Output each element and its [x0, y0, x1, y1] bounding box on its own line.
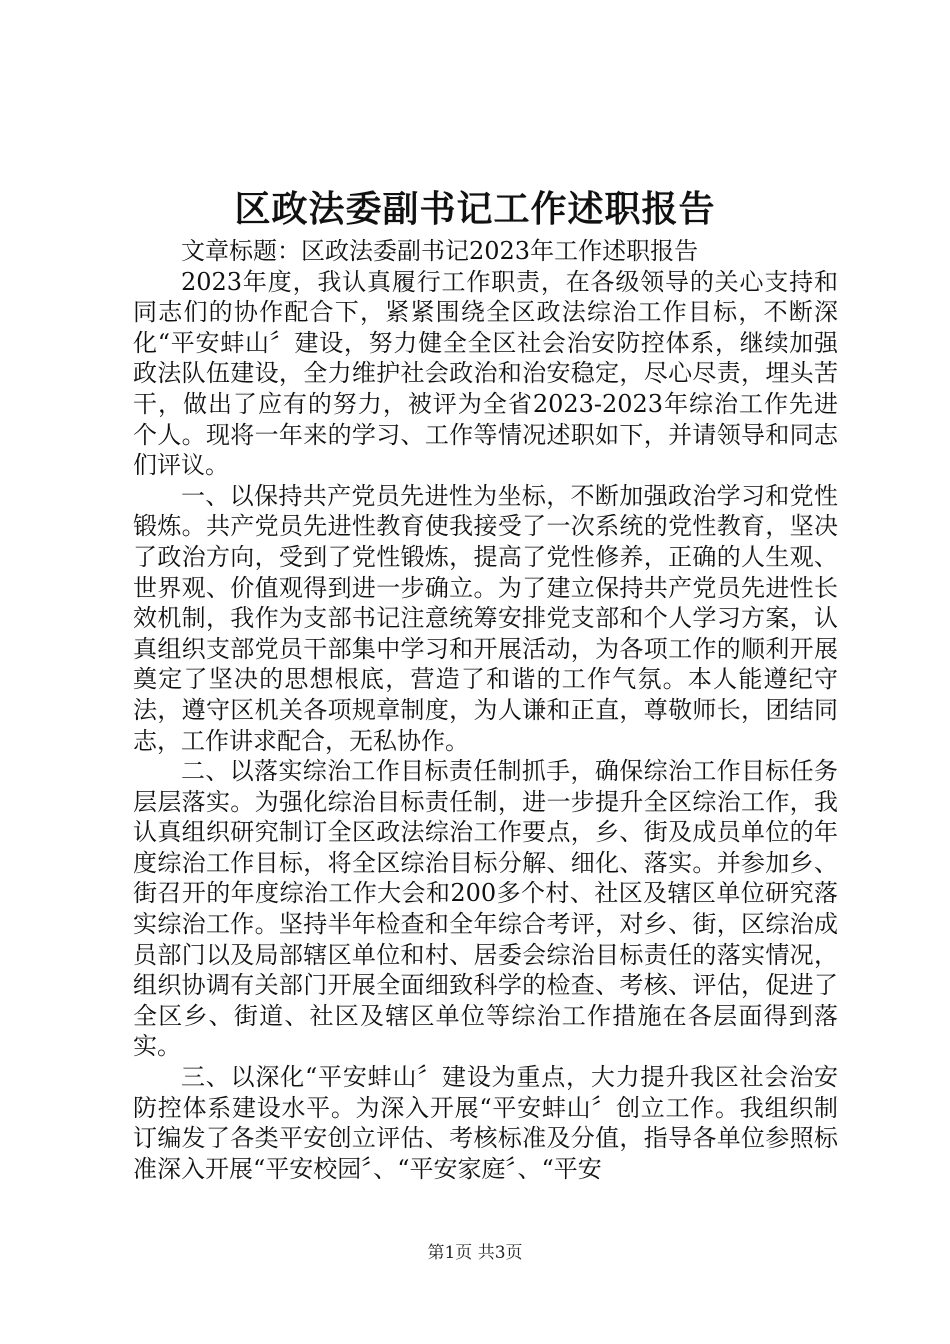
document-body	[133, 236, 838, 1184]
body-paragraph-section-2: 二、以落实综治工作目标责任制抓手，确保综治工作目标任务层层落实。为强化综治目标责任制，进一步提升全区综治工作，我认真组织研究制订全区政法综治工作要点，乡、街及成员单位的年度综治工作目标，将全区综治目标分解、细化、落实。并参加乡、街召开的年度综治工作大会和200多个村、社区及辖区单位研究落实综治工作。坚持半年检查和全年综合考评，对乡、街，区综治成员部门以及局部辖区单位和村、居委会综治目标责任的落实情况，组织协调有关部门开展全面细致科学的检查、考核、评估，促进了全区乡、街道、社区及辖区单位等综治工作措施在各层面得到落实。	[133, 757, 838, 1061]
page-number-footer: 第1页 共3页	[427, 1243, 523, 1263]
body-paragraph-section-3: 三、以深化“平安蚌山〞建设为重点，大力提升我区社会治安防控体系建设水平。为深入开展“平安蚌山〞创立工作。我组织制订编发了各类平安创立评估、考核标准及分值，指导各单位参照标准深入开展“平安校园〞、“平安家庭〞、“平安	[133, 1063, 838, 1183]
body-paragraph-section-1: 一、以保持共产党员先进性为坐标，不断加强政治学习和党性锻炼。共产党员先进性教育使我接受了一次系统的党性教育，坚决了政治方向，受到了党性锻炼，提高了党性修养，正确的人生观、世界观、价值观得到进一步确立。为了建立保持共产党员先进性长效机制，我作为支部书记注意统筹安排党支部和个人学习方案，认真组织支部党员干部集中学习和开展活动，为各项工作的顺利开展奠定了坚决的思想根底，营造了和谐的工作气氛。本人能遵纪守法，遵守区机关各项规章制度，为人谦和正直，尊敬师长，团结同志，工作讲求配合，无私协作。	[133, 481, 838, 755]
document-title: 区政法委副书记工作述职报告	[234, 188, 716, 230]
body-paragraph-intro: 2023年度，我认真履行工作职责，在各级领导的关心支持和同志们的协作配合下，紧紧围绕全区政法综治工作目标，不断深化“平安蚌山〞建设，努力健全全区社会治安防控体系，继续加强政法队伍建设，全力维护社会政治和治安稳定，尽心尽责，埋头苦干，做出了应有的努力，被评为全省2023-2023年综治工作先进个人。现将一年来的学习、工作等情况述职如下，并请领导和同志们评议。	[133, 267, 838, 480]
article-title-line: 文章标题：区政法委副书记2023年工作述职报告	[181, 237, 699, 265]
